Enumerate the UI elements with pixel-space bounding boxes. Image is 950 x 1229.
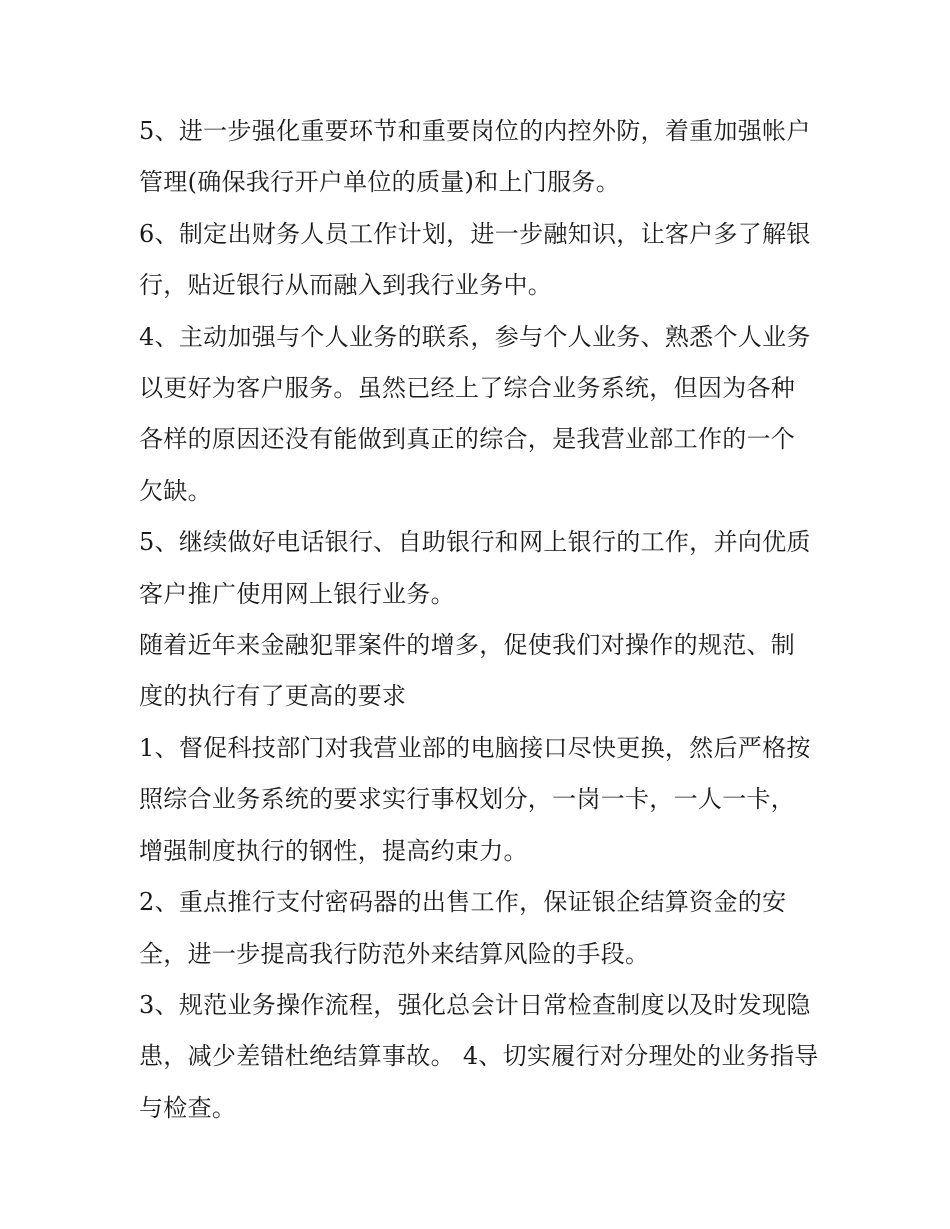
paragraph-item-2-password-device: 2、重点推行支付密码器的出售工作，保证银企结算资金的安全，进一步提高我行防范外来结算风险的手段。: [139, 888, 787, 968]
paragraph-item-4-personal-business: 4、主动加强与个人业务的联系，参与个人业务、熟悉个人业务以更好为客户服务。虽然已经上了综合业务系统，但因为各种各样的原因还没有能做到真正的综合，是我营业部工作的一个欠缺。: [139, 322, 811, 505]
paragraph-item-1-tech-interface: 1、督促科技部门对我营业部的电脑接口尽快更换，然后严格按照综合业务系统的要求实行事权划分，一岗一卡，一人一卡，增强制度执行的钢性，提高约束力。: [139, 733, 811, 865]
paragraph-item-5-e-banking: 5、继续做好电话银行、自助银行和网上银行的工作，并向优质客户推广使用网上银行业务。: [139, 528, 811, 608]
body-text: [139, 106, 819, 1134]
paragraph-item-6-staff-plan: 6、制定出财务人员工作计划，进一步融知识，让客户多了解银行，贴近银行从而融入到我行业务中。: [139, 219, 811, 300]
paragraph-item-3-workflow: 3、规范业务操作流程，强化总会计日常检查制度以及时发现隐患，减少差错杜绝结算事故。 4、切实履行对分理处的业务指导与检查。: [139, 990, 819, 1122]
paragraph-item-5-account-management: 5、进一步强化重要环节和重要岗位的内控外防，着重加强帐户管理(确保我行开户单位的质量)和上门服务。: [139, 117, 811, 197]
paragraph-section-intro: 随着近年来金融犯罪案件的增多，促使我们对操作的规范、制度的执行有了更高的要求: [139, 631, 796, 711]
